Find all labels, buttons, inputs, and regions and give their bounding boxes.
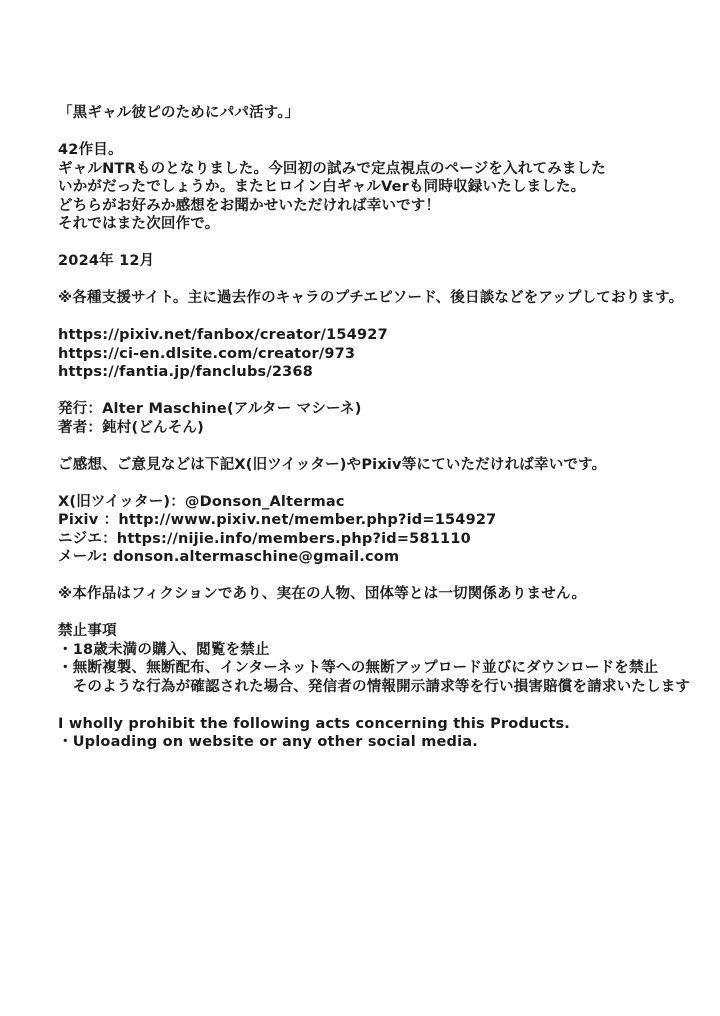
support-sites-note: ※各種支援サイト。主に過去作のキャラのプチエピソード、後日談などをアップしております。 — [58, 290, 684, 306]
intro-line: ギャルNTRものとなりました。今回初の試みで定点視点のページを入れてみました — [58, 160, 606, 177]
contact-nijie: ニジエ：https://nijie.info/members.php?id=581110 — [58, 530, 471, 547]
credits-section — [58, 400, 690, 437]
support-url-fantia: https://fantia.jp/fanclubs/2368 — [58, 364, 314, 380]
fiction-disclaimer-section — [58, 585, 690, 604]
work-title: 「黒ギャル彼ピのためにパパ活す。」 — [58, 105, 300, 121]
publication-date: 2024年 12月 — [58, 253, 155, 269]
contact-x: X(旧ツイッター)：@Donson_Altermac — [58, 493, 345, 510]
intro-line: 42作目。 — [58, 142, 123, 158]
contact-email: メール: donson.altermaschine@gmail.com — [58, 549, 400, 565]
intro-line: いかがだったでしょうか。またヒロイン白ギャルVerも同時収録いたしました。 — [58, 179, 586, 195]
english-notice-line: I wholly prohibit the following acts concerning this Products. — [58, 715, 571, 732]
date-section — [58, 252, 690, 271]
prohibitions-heading: 禁止事項 — [58, 623, 117, 639]
english-notice-line: ・Uploading on website or any other social media. — [58, 734, 478, 750]
prohibitions-section — [58, 622, 690, 696]
title-section — [58, 104, 690, 123]
intro-section — [58, 141, 690, 234]
publisher-line: 発行：Alter Maschine(アルター マシーネ) — [58, 401, 362, 417]
feedback-note: ご感想、ご意見などは下記X(旧ツイッター)やPixiv等にていただければ幸いです。 — [58, 456, 607, 473]
contacts-section — [58, 493, 690, 567]
contact-pixiv: Pixiv ：http://www.pixiv.net/member.php?id=154927 — [58, 512, 497, 528]
prohibition-item: ・18歳未満の購入、閲覧を禁止 — [58, 641, 270, 658]
english-notice-section — [58, 715, 690, 752]
prohibition-item: ・無断複製、無断配布、インターネット等への無断アップロード並びにダウンロードを禁止 — [58, 660, 659, 676]
intro-line: それではまた次回作で。 — [58, 216, 220, 232]
support-url-fanbox: https://pixiv.net/fanbox/creator/154927 — [58, 327, 388, 343]
support-urls-section — [58, 326, 690, 382]
fiction-disclaimer: ※本作品はフィクションであり、実在の人物、団体等とは一切関係ありません。 — [58, 586, 587, 602]
support-url-cien: https://ci-en.dlsite.com/creator/973 — [58, 345, 356, 362]
feedback-section — [58, 456, 690, 475]
support-note-section — [58, 289, 690, 308]
prohibition-item: そのような行為が確認された場合、発信者の情報開示請求等を行い損害賠償を請求いたします — [58, 678, 691, 695]
author-line: 著者：鈍村(どんそん) — [58, 419, 204, 436]
intro-line: どちらがお好みか感想をお聞かせいただければ幸いです！ — [58, 197, 441, 214]
